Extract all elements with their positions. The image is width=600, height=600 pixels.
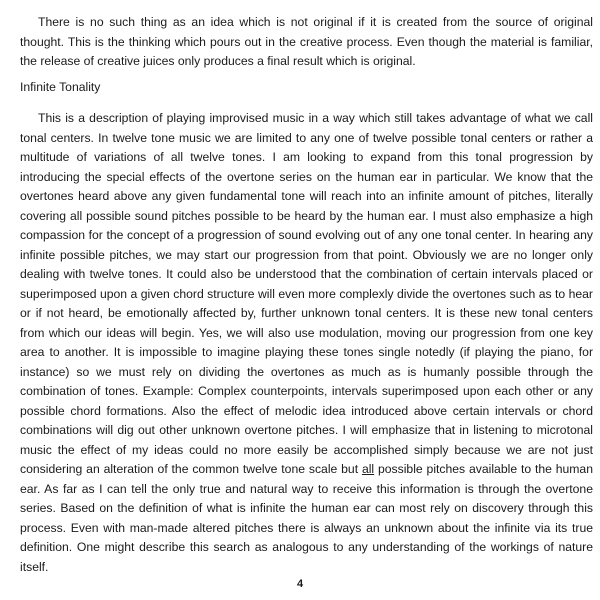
intro-paragraph-text: There is no such thing as an idea which is not original if it is created from the source of original thought. This is the thinking which pours out in the creative process. Even though the material is familiar, the release of creative juices only produces a final result which is original. (20, 15, 593, 68)
section-heading: Infinite Tonality (20, 80, 101, 94)
body-paragraph-text-part-2: possible pitches available to the human ear. As far as I can tell the only true and natural way to receive this information is through the overtone series. Based on the definition of what is infinite the human ear can most rely on discovery through this process. Even with man-made altered pitches there is always an unknown about the infinite via its true definition. One might describe this search as analogous to any understanding of the workings of nature itself. (20, 462, 593, 574)
intro-paragraph (20, 13, 593, 72)
body-paragraph (20, 109, 593, 577)
page-number: 4 (296, 578, 304, 590)
body-paragraph-text-part-1: This is a description of playing improvised music in a way which still takes advantage of what we call tonal centers. In twelve tone music we are limited to any one of twelve possible tonal centers or rather a multitude of variations of all twelve tones. I am looking to expand from this tonal progression by introducing the special effects of the overtone series on the human ear in particular. We know that the overtones heard above any given fundamental tone will reach into an infinite amount of pitches, literally covering all possible sound pitches possible to be heard by the human ear. I must also emphasize a high compassion for the concept of a progression of sound evolving out of any one tonal center. In hearing any infinite possible pitches, we may start our progression from that point. Obviously we are no longer only dealing with twelve tones. It could also be understood that the combination of certain intervals placed or superimposed upon a given chord structure will even more complexly divide the overtones such as to hear or if not heard, be emotionally affected by, further unknown tonal centers. It is these new tonal centers from which our ideas will begin. Yes, we will also use modulation, moving our progression from one key area to another. It is impossible to imagine playing these tones single notedly (if playing the piano, for instance) so we must rely on dividing the overtones as much as is humanly possible through the combination of tones. Example: Complex counterpoints, intervals superimposed upon each other or any possible chord formations. Also the effect of melodic idea introduced above certain intervals or chord combinations will dig out other unknown overtone pitches. I will emphasize that in listening to microtonal music the effect of my ideas could no more easily be accomplished simply because we are not just considering an alteration of the common twelve tone scale but (20, 111, 593, 476)
underlined-word: all (361, 462, 375, 476)
